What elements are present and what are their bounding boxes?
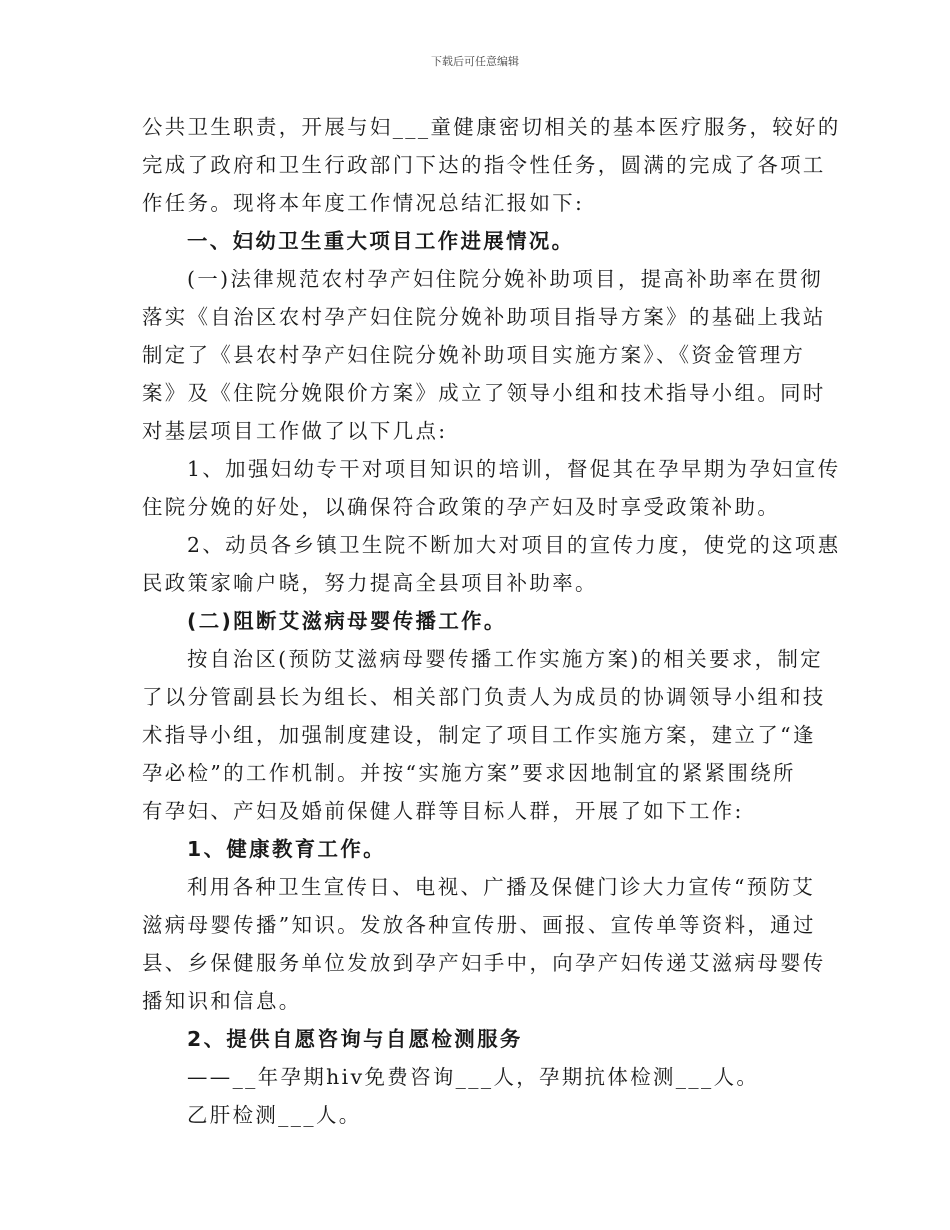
section-heading: 一、妇幼卫生重大项目工作进展情况。: [187, 229, 575, 253]
paragraph-line: 播知识和信息。: [142, 989, 302, 1013]
page-header: 下载后可任意编辑: [431, 55, 519, 68]
paragraph-line: 1、加强妇幼专干对项目知识的培训，督促其在孕早期为孕妇宣传: [187, 457, 841, 481]
paragraph-line: ——__年孕期hiv免费咨询___人，孕期抗体检测___人。: [187, 1065, 760, 1089]
paragraph-line: 术指导小组，加强制度建设，制定了项目工作实施方案，建立了“逢: [142, 723, 816, 747]
paragraph-line: 制定了《县农村孕产妇住院分娩补助项目实施方案》、《资金管理方: [142, 343, 806, 367]
paragraph-line: 作任务。现将本年度工作情况总结汇报如下:: [142, 191, 585, 215]
paragraph-line: 案》及《住院分娩限价方案》成立了领导小组和技术指导小组。同时: [142, 381, 826, 405]
document-body: [142, 108, 841, 1134]
paragraph-line: 乙肝检测___人。: [187, 1103, 362, 1127]
paragraph-line: 对基层项目工作做了以下几点:: [142, 419, 448, 443]
paragraph-line: 住院分娩的好处，以确保符合政策的孕产妇及时享受政策补助。: [142, 495, 781, 519]
paragraph-line: 滋病母婴传播”知识。发放各种宣传册、画报、宣传单等资料，通过: [142, 913, 816, 937]
paragraph-line: 有孕妇、产妇及婚前保健人群等目标人群，开展了如下工作:: [142, 799, 744, 823]
section-heading: 1、健康教育工作。: [187, 837, 386, 861]
paragraph-line: 按自治区(预防艾滋病母婴传播工作实施方案)的相关要求，制定: [187, 647, 824, 671]
paragraph-line: 县、乡保健服务单位发放到孕产妇手中，向孕产妇传递艾滋病母婴传: [142, 951, 826, 975]
paragraph-line: 公共卫生职责，开展与妇___童健康密切相关的基本医疗服务，较好的: [142, 115, 841, 139]
paragraph-line: 了以分管副县长为组长、相关部门负责人为成员的协调领导小组和技: [142, 685, 826, 709]
section-heading: 2、提供自愿咨询与自愿检测服务: [187, 1027, 523, 1051]
paragraph-line: 完成了政府和卫生行政部门下达的指令性任务，圆满的完成了各项工: [142, 153, 826, 177]
paragraph-line: 2、动员各乡镇卫生院不断加大对项目的宣传力度，使党的这项惠: [187, 533, 841, 557]
paragraph-line: 孕必检”的工作机制。并按“实施方案”要求因地制宜的紧紧围绕所: [142, 761, 796, 785]
paragraph-line: 民政策家喻户晓，努力提高全县项目补助率。: [142, 571, 598, 595]
paragraph-line: 利用各种卫生宣传日、电视、广播及保健门诊大力宣传“预防艾: [187, 875, 816, 899]
section-heading: (二)阻断艾滋病母婴传播工作。: [187, 609, 507, 633]
paragraph-line: (一)法律规范农村孕产妇住院分娩补助项目，提高补助率在贯彻: [187, 267, 824, 291]
paragraph-line: 落实《自治区农村孕产妇住院分娩补助项目指导方案》的基础上我站: [142, 305, 826, 329]
